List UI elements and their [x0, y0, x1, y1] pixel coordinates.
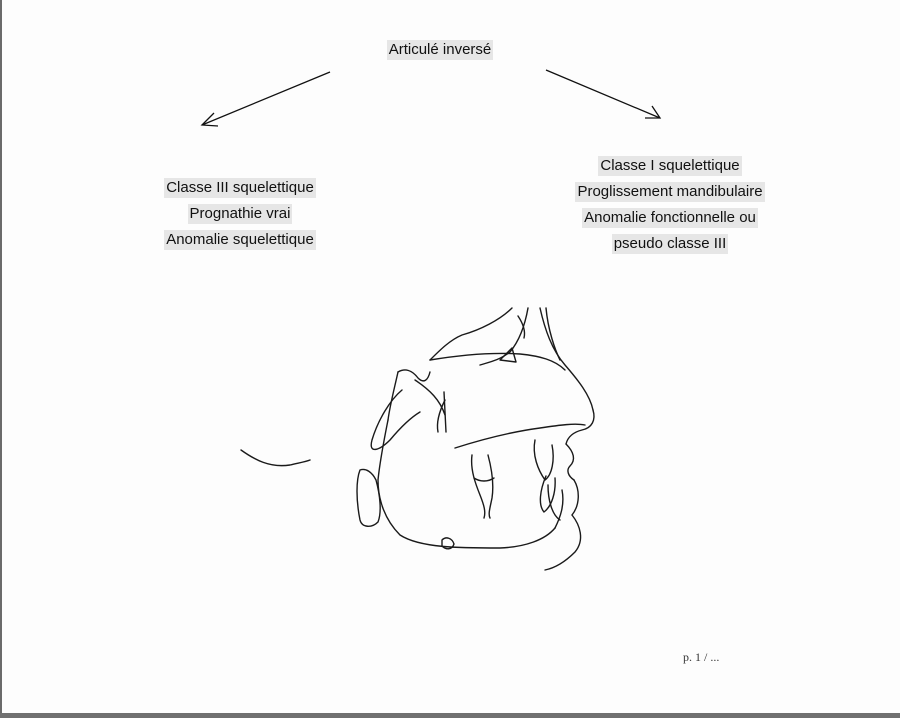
right-line-3: Anomalie fonctionnelle ou: [584, 209, 756, 226]
top-label-text: Articulé inversé: [388, 41, 492, 58]
arrow-right: [546, 70, 660, 118]
left-line-1: Classe III squelettique: [166, 179, 314, 196]
right-diagnosis-block: [540, 153, 800, 257]
label-articule-inverse: [340, 37, 540, 63]
right-line-2: Proglissement mandibulaire: [577, 183, 763, 200]
right-line-1: Classe I squelettique: [600, 157, 740, 174]
left-diagnosis-block: [130, 175, 350, 253]
right-line-4: pseudo classe III: [613, 235, 727, 252]
page-number: p. 1 / ...: [683, 650, 720, 664]
left-line-3: Anomalie squelettique: [166, 231, 314, 248]
left-line-2: Prognathie vrai: [189, 205, 291, 222]
cephalometric-tracing: [241, 308, 594, 570]
arrow-left: [202, 72, 330, 126]
